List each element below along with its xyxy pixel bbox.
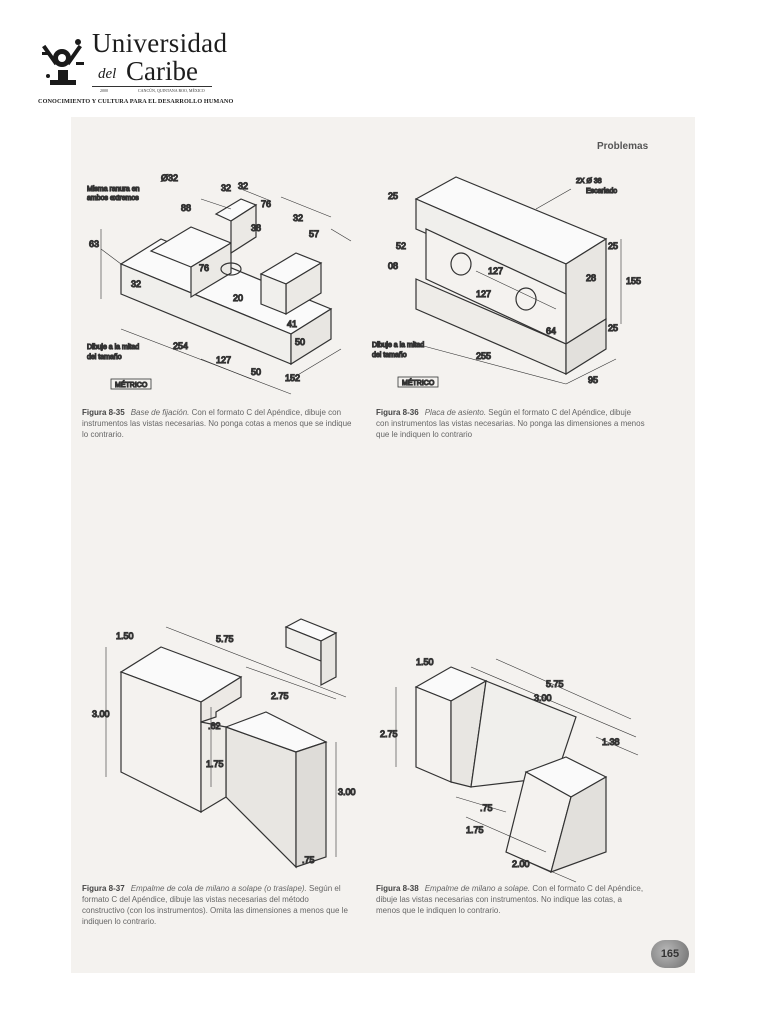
dim-835-12: 41 (287, 319, 298, 329)
dim-836-1: 52 (396, 241, 407, 251)
caption-8-37 (82, 883, 352, 927)
caption-835-num: Figura 8-35 (82, 408, 125, 417)
figure-8-38-drawing (376, 637, 666, 877)
dim-835-6: 32 (293, 213, 304, 223)
dim-837-7: .75 (302, 855, 315, 865)
dim-836-4: 127 (476, 289, 492, 299)
caption-8-35 (82, 407, 352, 440)
dim-837-5: 1.75 (206, 759, 224, 769)
page-number: 165 (660, 948, 680, 960)
caption-835-text: Con el formato C del Apéndice, dibuje con instrumentos las vistas necesarias. No ponga cotas a menos que se indique lo contrario. (82, 408, 352, 439)
dim-835-0: Ø32 (161, 173, 179, 183)
dim-836-2: 08 (388, 261, 399, 271)
note-835-scale-1: Dibuje a la mitad (87, 344, 140, 351)
dim-837-4: .62 (208, 721, 221, 731)
caption-835-title: Base de fijación. (130, 408, 190, 417)
dim-837-6: 3.00 (338, 787, 356, 797)
dim-835-17: 152 (285, 373, 301, 383)
section-title: Problemas (597, 141, 649, 152)
dim-837-3: 2.75 (271, 691, 289, 701)
dim-838-7: 2.00 (512, 859, 530, 869)
dim-835-9: 63 (89, 239, 100, 249)
unit-box-835: MÉTRICO (115, 382, 148, 389)
logo-year: 2000 (100, 88, 108, 93)
caption-837-text: Según el formato C del Apéndice, dibuje las vistas necesarias del método constructivo (con los instrumentos). Omita las dimensiones a menos que le indiquen lo contrario. (82, 884, 348, 926)
dim-835-3: 76 (261, 199, 272, 209)
dim-835-4: 88 (181, 203, 192, 213)
dim-835-8: 76 (199, 263, 210, 273)
dim-835-2: 32 (238, 181, 249, 191)
hole-note-836-2: Escariado (586, 188, 618, 195)
dim-837-1: 5.75 (216, 634, 234, 644)
dim-835-14: 127 (216, 355, 232, 365)
figure-8-37-drawing (86, 607, 366, 877)
caption-837-num: Figura 8-37 (82, 884, 125, 893)
logo-location: CANCÚN, QUINTANA ROO, MÉXICO (138, 88, 205, 93)
dim-838-1: 5.75 (546, 679, 564, 689)
dim-838-0: 1.50 (416, 657, 434, 667)
dim-837-2: 3.00 (92, 709, 110, 719)
caption-836-text: Según el formato C del Apéndice, dibuje con instrumentos las vistas necesarias. No ponga las dimensiones a menos que le indiquen lo contrario (376, 408, 645, 439)
dim-836-11: 95 (588, 375, 599, 385)
university-logo (38, 28, 234, 110)
dim-835-1: 32 (221, 183, 232, 193)
dim-836-0: 25 (388, 191, 399, 201)
page-number-badge (651, 940, 689, 968)
dim-835-7: 57 (309, 229, 320, 239)
dim-836-8: 25 (608, 323, 619, 333)
dim-835-16: 50 (251, 367, 262, 377)
caption-836-title: Placa de asiento. (424, 408, 487, 417)
caption-838-text: Con el formato C del Apéndice, dibuje las vistas necesarias con instrumentos. No indique las cotas, a menos que le indiquen lo contrario. (376, 884, 644, 915)
note-835-ranura-2: ambos extremos (87, 195, 139, 202)
dim-838-6: 1.75 (466, 825, 484, 835)
logo-motto: CONOCIMIENTO Y CULTURA PARA EL DESARROLLO HUMANO (38, 98, 234, 105)
dim-835-15: 50 (295, 337, 306, 347)
scanned-page (71, 117, 695, 973)
caption-837-title: Empalme de cola de milano a solape (o traslape). (130, 884, 307, 893)
dim-836-5: 25 (608, 241, 619, 251)
dim-838-2: 3.00 (534, 693, 552, 703)
university-del: del (98, 66, 117, 82)
note-835-ranura-1: Misma ranura en (87, 186, 140, 193)
caption-8-36 (376, 407, 646, 440)
dim-836-7: 155 (626, 276, 642, 286)
figure-8-35-drawing (81, 169, 361, 399)
note-836-scale-1: Dibuje a la mitad (372, 342, 425, 349)
university-caribe: Caribe (126, 56, 198, 86)
dim-836-6: 28 (586, 273, 597, 283)
logo-rule (92, 86, 212, 87)
figure-8-36-drawing (372, 169, 666, 399)
note-835-scale-2: del tamaño (87, 354, 122, 361)
hole-note-836-1: 2X Ø 38 (576, 178, 602, 185)
caption-838-num: Figura 8-38 (376, 884, 419, 893)
caption-838-title: Empalme de milano a solape. (424, 884, 531, 893)
dim-838-4: 1.38 (602, 737, 620, 747)
dim-835-5: 38 (251, 223, 262, 233)
dim-836-9: 64 (546, 326, 557, 336)
dim-838-3: 2.75 (380, 729, 398, 739)
university-title: Universidad (92, 28, 228, 58)
unit-box-836: MÉTRICO (402, 380, 435, 387)
dim-838-5: .75 (480, 803, 493, 813)
dim-836-10: 255 (476, 351, 492, 361)
dim-835-11: 20 (233, 293, 244, 303)
caption-8-38 (376, 883, 646, 916)
dim-835-10: 32 (131, 279, 142, 289)
note-836-scale-2: del tamaño (372, 352, 407, 359)
dim-835-13: 254 (173, 341, 189, 351)
caption-836-num: Figura 8-36 (376, 408, 419, 417)
dim-836-3: 127 (488, 266, 504, 276)
dim-837-0: 1.50 (116, 631, 134, 641)
university-emblem-icon (40, 32, 90, 92)
